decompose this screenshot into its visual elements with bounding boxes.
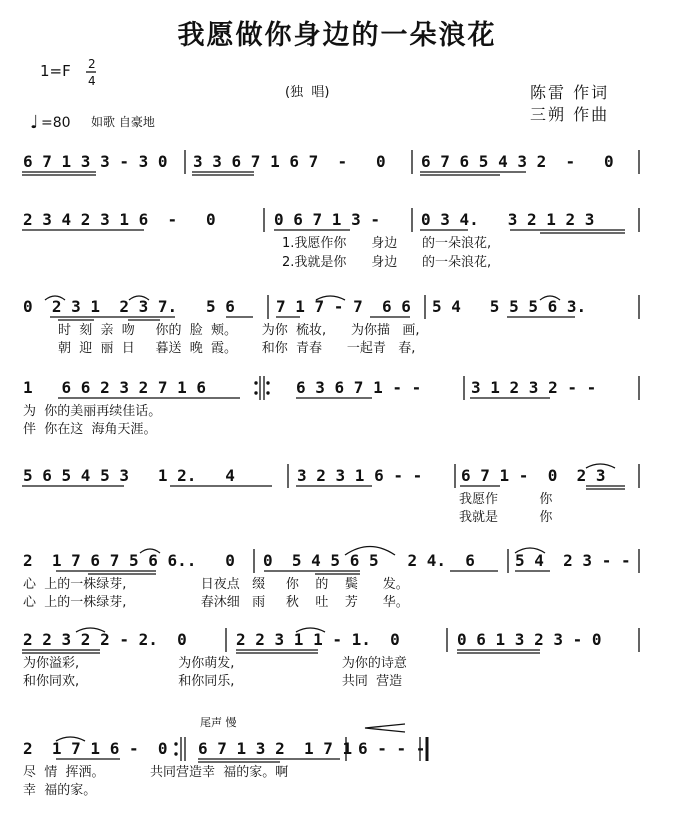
measure-group: 3 1 2 3 2 - - (471, 378, 597, 397)
style-marking: 如歌 自豪地 (91, 115, 155, 129)
time-signature-bottom: 4 (88, 74, 96, 88)
measure-group: 0 6 1 3 2 3 - 0 (457, 630, 602, 649)
lyric-line-verse-2: 朝 迎 丽 日 暮送 晚 霞。 和你 青春 一起青 春, (58, 341, 416, 356)
performance-type: (独 唱) (285, 85, 330, 100)
tempo-marking: =80 (41, 115, 71, 131)
lyric-line-verse-2: 伴 你在这 海角天涯。 (23, 422, 157, 437)
measure-group: 2 1 7 1 6 - 0 (23, 739, 168, 758)
lyric-line-verse-1: 心 上的一株绿芽, 日夜点 缀 你 的 鬓 发。 (23, 577, 409, 592)
song-title: 我愿做你身边的一朵浪花 (177, 20, 497, 51)
lyric-line-verse-2: 幸 福的家。 (23, 783, 97, 798)
measure-group: 6 7 1 3 2 1 7 1 (198, 739, 353, 758)
measure-group: 6 7 1 3 3 - 3 0 (23, 152, 168, 171)
key-signature: 1=F (40, 62, 71, 80)
measure-group: 6 - - - (358, 739, 426, 758)
lyric-line-verse-2: 我就是 你 (459, 510, 553, 525)
lyric-line-verse-1: 我愿作 你 (459, 492, 553, 507)
lyricist-credit: 陈雷 作词 (530, 83, 610, 102)
composer-credit: 三朔 作曲 (530, 105, 610, 124)
measure-group: 0 5 4 5 6 5 2 4. 6 (263, 551, 475, 570)
quarter-note-icon: ♩ (30, 112, 39, 133)
lyric-line-verse-1: 为你溢彩, 为你萌发, 为你的诗意 (23, 656, 407, 671)
measure-group: 5 4 5 5 5 6 3. (432, 297, 587, 316)
measure-group: 5 6 5 4 5 3 1 2. 4 (23, 466, 235, 485)
lyric-line-verse-1: 1.我愿作你 身边 的一朵浪花, (282, 236, 492, 251)
measure-group: 0 3 4. 3 2 1 2 3 (421, 210, 595, 229)
time-signature-top: 2 (88, 57, 96, 71)
measure-group: 6 7 6 5 4 3 2 - 0 (421, 152, 614, 171)
lyric-line-verse-2: 心 上的一株绿芽, 春沐细 雨 秋 吐 芳 华。 (23, 595, 409, 610)
measure-group: 6 7 1 - 0 2 3 (461, 466, 606, 485)
measure-group: 2 2 3 1 1 - 1. 0 (236, 630, 400, 649)
measure-group: 0 6 7 1 3 - (274, 210, 380, 229)
measure-group: 5 4 2 3 - - (515, 551, 631, 570)
lyric-line-verse-2: 2.我就是你 身边 的一朵浪花, (282, 255, 492, 270)
measure-group: 2 1 7 6 7 5 6 6.. 0 (23, 551, 235, 570)
lyric-line-verse-2: 和你同欢, 和你同乐, 共同 营造 (23, 674, 403, 689)
lyric-line-verse-1: 时 刻 亲 吻 你的 脸 颊。 为你 梳妆, 为你描 画, (58, 323, 420, 338)
measure-group: 2 2 3 2 2 - 2. 0 (23, 630, 187, 649)
measure-group: 6 3 6 7 1 - - (296, 378, 422, 397)
measure-group: 2 3 4 2 3 1 6 - 0 (23, 210, 216, 229)
lyric-line-verse-1: 尽 情 挥洒。 共同营造幸 福的家。啊 (23, 765, 289, 780)
measure-group: 7 1 7 - 7 6 6 (276, 297, 411, 316)
measure-group: 3 2 3 1 6 - - (297, 466, 423, 485)
measure-group: 1 6 6 2 3 2 7 1 6 (23, 378, 207, 397)
measure-group: 0 2 3 1 2 3 7. 5 6 (23, 297, 235, 316)
measure-group: 3 3 6 7 1 6 7 - 0 (193, 152, 386, 171)
lyric-line-verse-1: 为 你的美丽再续佳话。 (23, 404, 162, 419)
coda-marking: 尾声 慢 (200, 716, 237, 729)
